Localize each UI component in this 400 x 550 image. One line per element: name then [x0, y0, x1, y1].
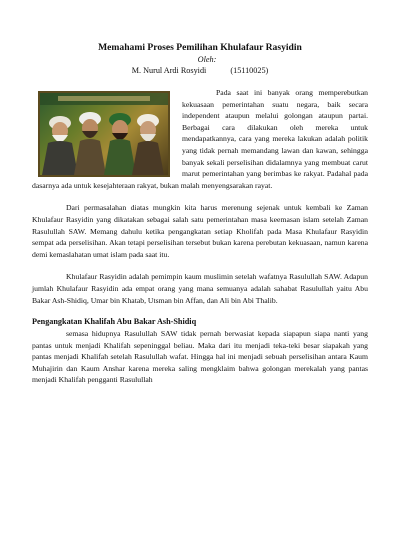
paragraph-2: Dari permasalahan diatas mungkin kita harus merenung sejenak untuk kembali ke Zaman Khulafaur Rasyidin yang dikatakan sebagai salah satu pemerintahan masa keemasan islam setelah Zaman Rasulullah SAW. Memang dahulu ketika pengangkatan setiap Kholifah pada Masa Khulafaur Rasyidin sempat ada perselisihan. Akan tetapi perselisihan tersebut bukan karena perebutan kekuasaan, namun karena demi kemaslahatan umat islam pada saat itu.: [32, 203, 368, 259]
author-id: (15110025): [230, 66, 269, 75]
portrait-illustration: [40, 93, 168, 175]
section-paragraph: semasa hidupnya Rasulullah SAW tidak pernah berwasiat kepada siapapun siapa nanti yang pantas untuk menjadi Khalifah sepeninggal beliau. Maka dari itu menjadi teka-teki besar siapakah yang pantas menjadi Khalifah setelah Rasulullah wafat. Hingga hal ini menjadi sebuah perselisihan antara Kaum Muhajirin dan Kaum Anshar karena mereka saling mengklaim bahwa golongan merekalah yang pantas menjadi Khalifah pengganti Rasulullah: [32, 329, 368, 385]
author-label: Oleh:: [197, 55, 217, 64]
document-title: Memahami Proses Pemilihan Khulafaur Rasyidin: [98, 42, 302, 53]
paragraph-3: Khulafaur Rasyidin adalah pemimpin kaum muslimin setelah wafatnya Rasulullah SAW. Adapun jumlah Khulafaur Rasyidin ada empat orang yang mana semuanya adalah sahabat Rasulullah yaitu Abu Bakar Ash-Shidiq, Umar bin Khatab, Utsman bin Affan, dan Ali bin Abi Thalib.: [32, 272, 368, 305]
author-name: M. Nurul Ardi Rosyidi: [131, 66, 207, 75]
author-line: [32, 66, 368, 75]
paragraph-1: Pada saat ini banyak orang memperebutkan kekuasaan pemerintahan suatu negara, baik secara independent ataupun melalui golongan ataupun partai. Berbagai cara dilakukan oleh mereka untuk mendapatkannya, cara yang mereka lakukan adalah politik yang tidak pernah memandang lawan dan kawan, sehingga banyak sekali perselisihan didalamnya yang membuat carut marut pemerintahan yang berimbas ke rakyat. Padahal pada dasarnya ada untuk kesejahteraan rakyat, bukan malah menyengsarakan rayat.: [32, 88, 368, 190]
khulafaur-rasyidin-image: [38, 91, 170, 177]
section-heading: Pengangkatan Khalifah Abu Bakar Ash-Shidiq: [32, 317, 197, 327]
